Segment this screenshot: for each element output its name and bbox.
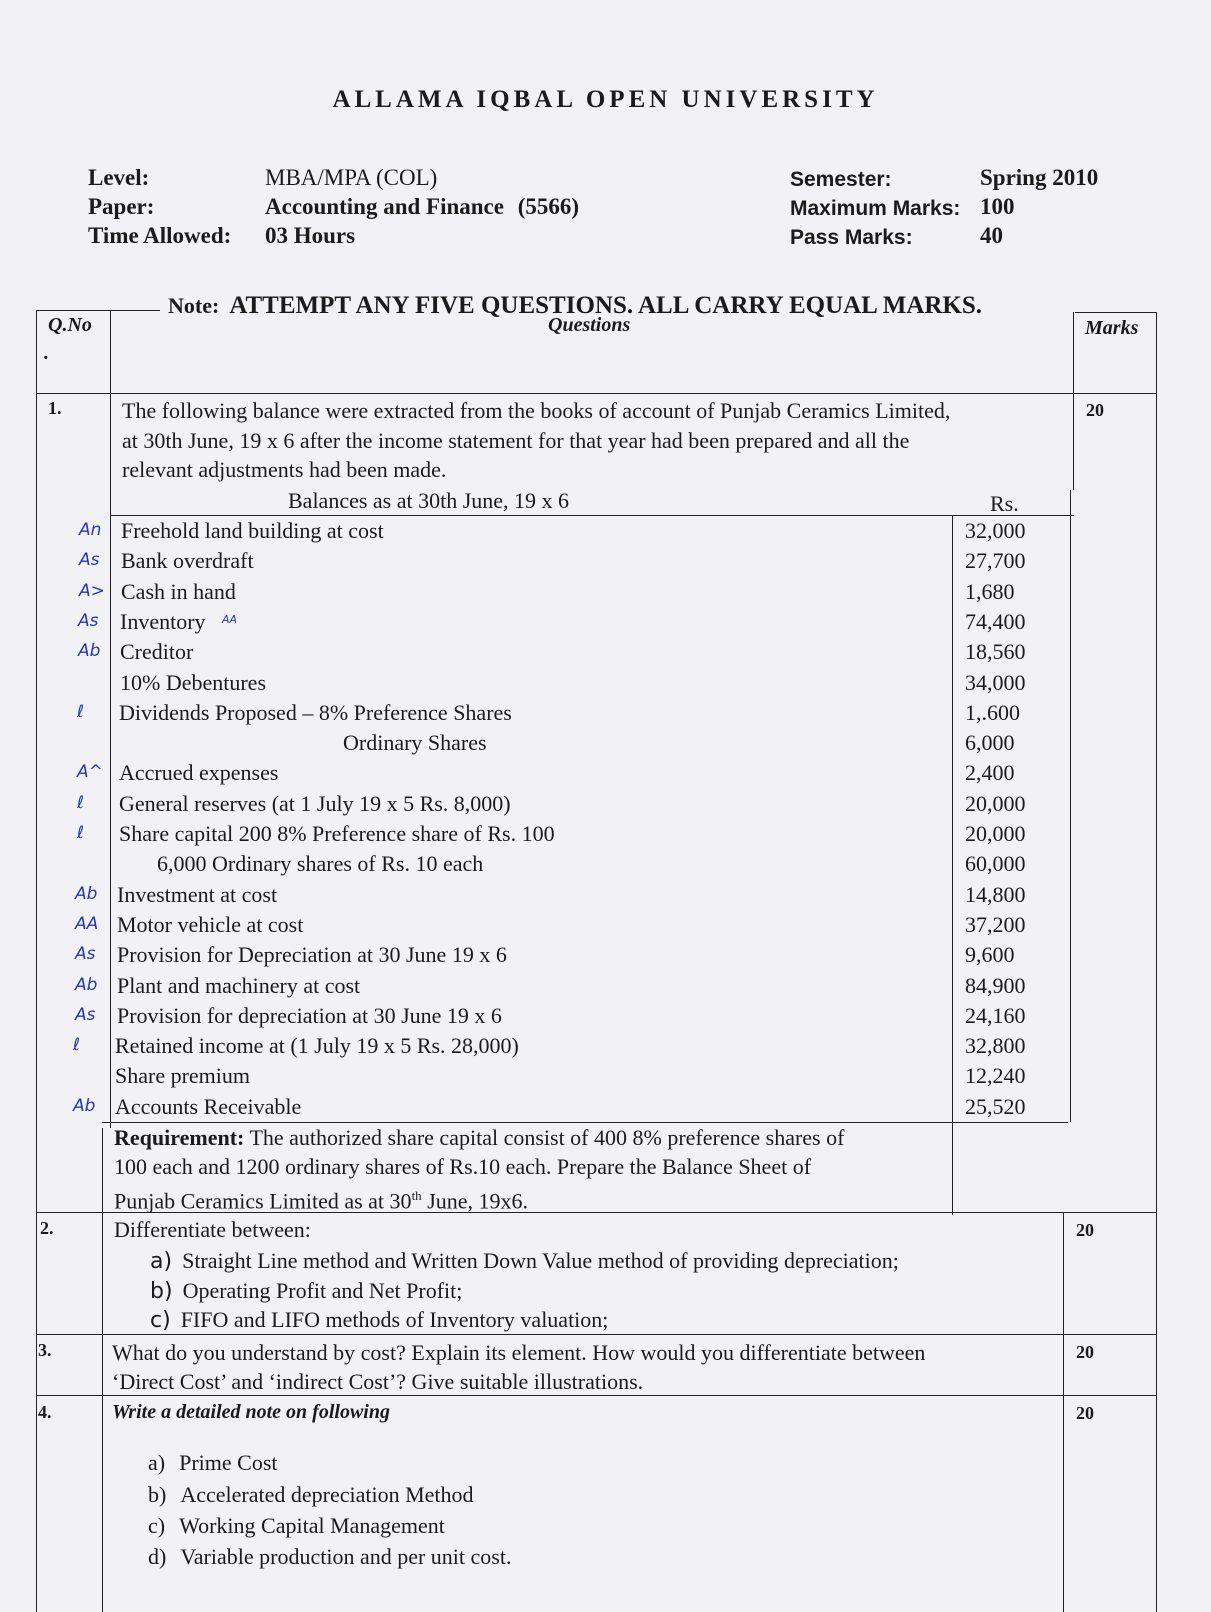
balance-value: 32,800	[965, 1033, 1026, 1058]
balance-value: 34,000	[965, 670, 1026, 695]
q4-item-a: a) Prime Cost	[148, 1450, 278, 1475]
balance-value: 18,560	[965, 639, 1026, 664]
paper-code: (5566)	[517, 194, 580, 219]
handwritten-mark: An	[79, 520, 102, 540]
paper-value-row	[265, 192, 579, 221]
header-qno: Q.No	[48, 314, 92, 336]
qno-column-divider	[110, 310, 111, 1128]
semester-value: Spring 2010	[980, 165, 1099, 190]
requirement-line-1: The authorized share capital consist of 400 8% preference shares of	[249, 1125, 845, 1150]
q3-number: 3.	[38, 1340, 52, 1360]
balance-name: 10% Debentures	[120, 670, 267, 695]
balance-value: 27,700	[965, 548, 1026, 573]
requirement-line-3b: June, 19x6.	[421, 1188, 529, 1214]
balance-name: Provision for depreciation at 30 June 19 x 6	[117, 1003, 502, 1028]
handwritten-mark: Ab	[78, 641, 101, 661]
max-marks-value: 100	[980, 194, 1015, 219]
max-marks-label: Maximum Marks:	[790, 197, 961, 220]
table-right-border	[1156, 312, 1157, 1612]
inventory-extra-mark: AA	[222, 613, 238, 626]
time-value: 03 Hours	[265, 223, 356, 248]
balance-name: Plant and machinery at cost	[117, 973, 361, 998]
balances-heading: Balances as at 30th June, 19 x 6	[288, 488, 570, 513]
handwritten-mark: AA	[75, 914, 99, 934]
balance-value: 74,400	[965, 609, 1026, 634]
balance-value: 24,160	[965, 1003, 1026, 1028]
q2-number: 2.	[40, 1218, 54, 1238]
balance-value: 37,200	[965, 912, 1026, 937]
q4-intro: Write a detailed note on following	[112, 1401, 390, 1423]
balance-name: Motor vehicle at cost	[117, 912, 304, 937]
paper-label: Paper:	[88, 194, 155, 219]
balance-name: Accrued expenses	[119, 760, 279, 785]
requirement-label: Requirement:	[114, 1125, 245, 1150]
handwritten-mark: ℓ	[77, 823, 85, 843]
balance-value: 20,000	[965, 821, 1026, 846]
pass-marks-value: 40	[980, 223, 1003, 248]
balances-right-border	[1070, 490, 1071, 1122]
balance-name: Dividends Proposed – 8% Preference Shares	[119, 700, 512, 725]
requirement-sup: th	[411, 1188, 422, 1203]
balance-name: Inventory	[120, 609, 206, 634]
meta-values-left	[265, 163, 579, 250]
handwritten-mark: A>	[79, 581, 105, 601]
q1-requirement	[114, 1123, 844, 1215]
q2-marks: 20	[1076, 1220, 1094, 1240]
requirement-line-3a: Punjab Ceramics Limited as at 30	[114, 1188, 412, 1214]
semester-label: Semester:	[790, 168, 892, 191]
meta-labels-right	[790, 165, 960, 252]
table-top-rule	[36, 310, 160, 311]
q1-intro-line-3: relevant adjustments had been made.	[122, 457, 447, 482]
meta-labels-left	[88, 163, 231, 250]
balance-name: Provision for Depreciation at 30 June 19 x 6	[117, 942, 507, 967]
header-bottom-rule	[36, 393, 1156, 394]
q1-marks: 20	[1086, 400, 1104, 420]
balance-name: Accounts Receivable	[115, 1094, 302, 1119]
q2-intro: Differentiate between:	[114, 1217, 311, 1242]
level-label: Level:	[88, 165, 150, 190]
header-marks: Marks	[1085, 317, 1139, 339]
q1-intro-line-1: The following balance were extracted from the books of account of Punjab Ceramics Limited,	[122, 398, 951, 423]
balance-name: Freehold land building at cost	[121, 518, 384, 543]
handwritten-mark: ℓ	[73, 1035, 81, 1055]
balance-value: 12,240	[965, 1063, 1026, 1088]
q4-number: 4.	[38, 1402, 52, 1422]
q1-intro-line-2: at 30th June, 19 x 6 after the income statement for that year had been prepared and all the	[122, 428, 910, 453]
handwritten-mark: Ab	[75, 975, 98, 995]
handwritten-mark: ℓ	[77, 702, 85, 722]
balance-value: 20,000	[965, 791, 1026, 816]
q4-item-b: b) Accelerated depreciation Method	[148, 1482, 474, 1507]
q2-item-b: b) Operating Profit and Net Profit;	[150, 1278, 463, 1304]
handwritten-mark: As	[78, 611, 99, 631]
balance-value: 9,600	[965, 942, 1015, 967]
balance-name: Cash in hand	[121, 579, 236, 604]
balances-value-divider	[952, 515, 953, 1215]
note-text: ATTEMPT ANY FIVE QUESTIONS. ALL CARRY EQUAL MARKS.	[229, 292, 983, 319]
handwritten-mark: As	[79, 550, 100, 570]
balance-value: 25,520	[965, 1094, 1026, 1119]
pass-marks-label: Pass Marks:	[790, 226, 913, 249]
balance-value: 2,400	[965, 760, 1015, 785]
q4-item-d: d) Variable production and per unit cost.	[148, 1544, 512, 1569]
q3-line-1: What do you understand by cost? Explain its element. How would you differentiate between	[112, 1340, 926, 1365]
handwritten-mark: Ab	[75, 884, 98, 904]
balances-top-rule	[110, 515, 1074, 516]
handwritten-mark: As	[75, 944, 96, 964]
meta-values-right	[980, 163, 1098, 250]
table-top-rule-marks	[1075, 312, 1157, 313]
rs-heading: Rs.	[990, 491, 1019, 516]
header-questions: Questions	[548, 314, 631, 336]
balance-name: Share premium	[115, 1063, 251, 1088]
q3-line-2: ‘Direct Cost’ and ‘indirect Cost’? Give suitable illustrations.	[112, 1369, 644, 1394]
balance-name: Ordinary Shares	[343, 730, 487, 755]
q3-marks: 20	[1076, 1342, 1094, 1362]
balance-value: 60,000	[965, 851, 1026, 876]
balance-value: 32,000	[965, 518, 1026, 543]
table-left-border	[36, 310, 37, 1612]
q1-number: 1.	[48, 398, 62, 418]
paper-value: Accounting and Finance	[265, 194, 504, 219]
q4-marks: 20	[1076, 1403, 1094, 1423]
balance-value: 1,680	[965, 579, 1015, 604]
time-label: Time Allowed:	[88, 223, 232, 248]
balance-name: Creditor	[120, 639, 194, 664]
balance-value: 6,000	[965, 730, 1015, 755]
q2-item-c: c) FIFO and LIFO methods of Inventory valuation;	[150, 1307, 609, 1333]
handwritten-mark: A^	[77, 762, 103, 782]
handwritten-mark: Ab	[73, 1096, 96, 1116]
balance-name: Investment at cost	[117, 882, 278, 907]
balance-value: 14,800	[965, 882, 1026, 907]
level-value: MBA/MPA (COL)	[265, 165, 438, 190]
marks-column-divider	[1073, 312, 1074, 490]
balance-name: 6,000 Ordinary shares of Rs. 10 each	[157, 851, 484, 876]
balance-name: Bank overdraft	[121, 548, 254, 573]
handwritten-mark: As	[75, 1005, 96, 1025]
balance-value: 1,.600	[965, 700, 1020, 725]
note-label: Note:	[168, 293, 220, 318]
qno-column-divider-lower	[102, 1128, 103, 1612]
q4-item-c: c) Working Capital Management	[148, 1513, 445, 1538]
requirement-line-2: 100 each and 1200 ordinary shares of Rs.10 each. Prepare the Balance Sheet of	[114, 1154, 812, 1179]
balance-name: Retained income at (1 July 19 x 5 Rs. 28,000)	[115, 1033, 519, 1058]
marks-column-divider-lower	[1063, 1212, 1064, 1612]
university-title: ALLAMA IQBAL OPEN UNIVERSITY	[332, 86, 879, 113]
balance-name: Share capital 200 8% Preference share of Rs. 100	[119, 821, 555, 846]
header-dot: .	[44, 342, 49, 364]
balance-value: 84,900	[965, 973, 1026, 998]
handwritten-mark: ℓ	[77, 793, 85, 813]
balance-name: General reserves (at 1 July 19 x 5 Rs. 8,000)	[119, 791, 511, 816]
q2-item-a: a) Straight Line method and Written Down Value method of providing depreciation;	[150, 1248, 899, 1274]
